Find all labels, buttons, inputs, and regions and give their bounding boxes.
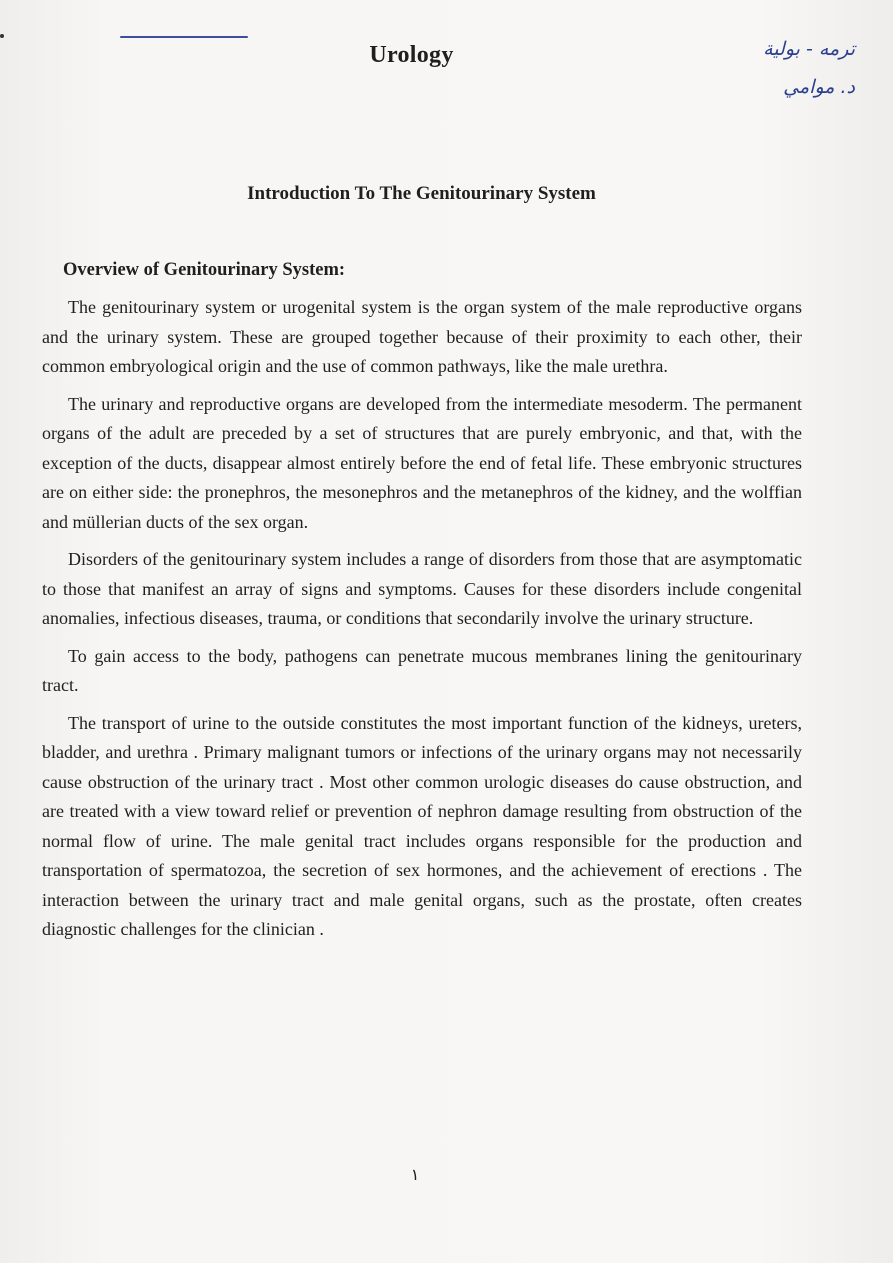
paragraph: Disorders of the genitourinary system includes a range of disorders from those that are asymptomatic to those that manifest an array of signs and symptoms. Causes for these disorders include congenital anomalies, infectious diseases, trauma, or conditions that secondarily involve the urinary structure. (42, 549, 802, 628)
pen-underline-mark (120, 36, 248, 38)
handwritten-note-line: ترمه - بولية (763, 38, 855, 60)
section-heading: Overview of Genitourinary System: (63, 260, 346, 280)
scan-mark (0, 34, 4, 38)
paragraph: The urinary and reproductive organs are developed from the intermediate mesoderm. The permanent organs of the adult are preceded by a set of structures that are purely embryonic, and that, with the exception of the ducts, disappear almost entirely before the end of fetal life. These embryonic structures are on either side: the pronephros, the mesonephros and the metanephros of the kidney, and the wolffian and müllerian ducts of the sex organ. (42, 393, 802, 532)
paragraph: The genitourinary system or urogenital system is the organ system of the male reproductive organs and the urinary system. These are grouped together because of their proximity to each other, their common embryological origin and the use of common pathways, like the male urethra. (42, 297, 802, 376)
paragraph: To gain access to the body, pathogens can penetrate mucous membranes lining the genitourinary tract. (42, 645, 802, 695)
page-number: ١ (410, 1167, 420, 1184)
handwritten-note (685, 30, 855, 106)
body-text (42, 293, 802, 953)
page-title: Urology (369, 42, 454, 68)
handwritten-note-line: د. موامي (783, 76, 855, 98)
chapter-heading: Introduction To The Genitourinary System (247, 183, 596, 204)
paragraph: The transport of urine to the outside constitutes the most important function of the kidneys, ureters, bladder, and urethra . Primary malignant tumors or infections of the urinary organs may not necessarily cause obstruction of the urinary tract . Most other common urologic diseases do cause obstruction, and are treated with a view toward relief or prevention of nephron damage resulting from obstruction of the normal flow of urine. The male genital tract includes organs responsible for the production and transportation of spermatozoa, the secretion of sex hormones, and the achievement of erections . The interaction between the urinary tract and male genital organs, such as the prostate, often creates diagnostic challenges for the clinician . (42, 712, 802, 939)
